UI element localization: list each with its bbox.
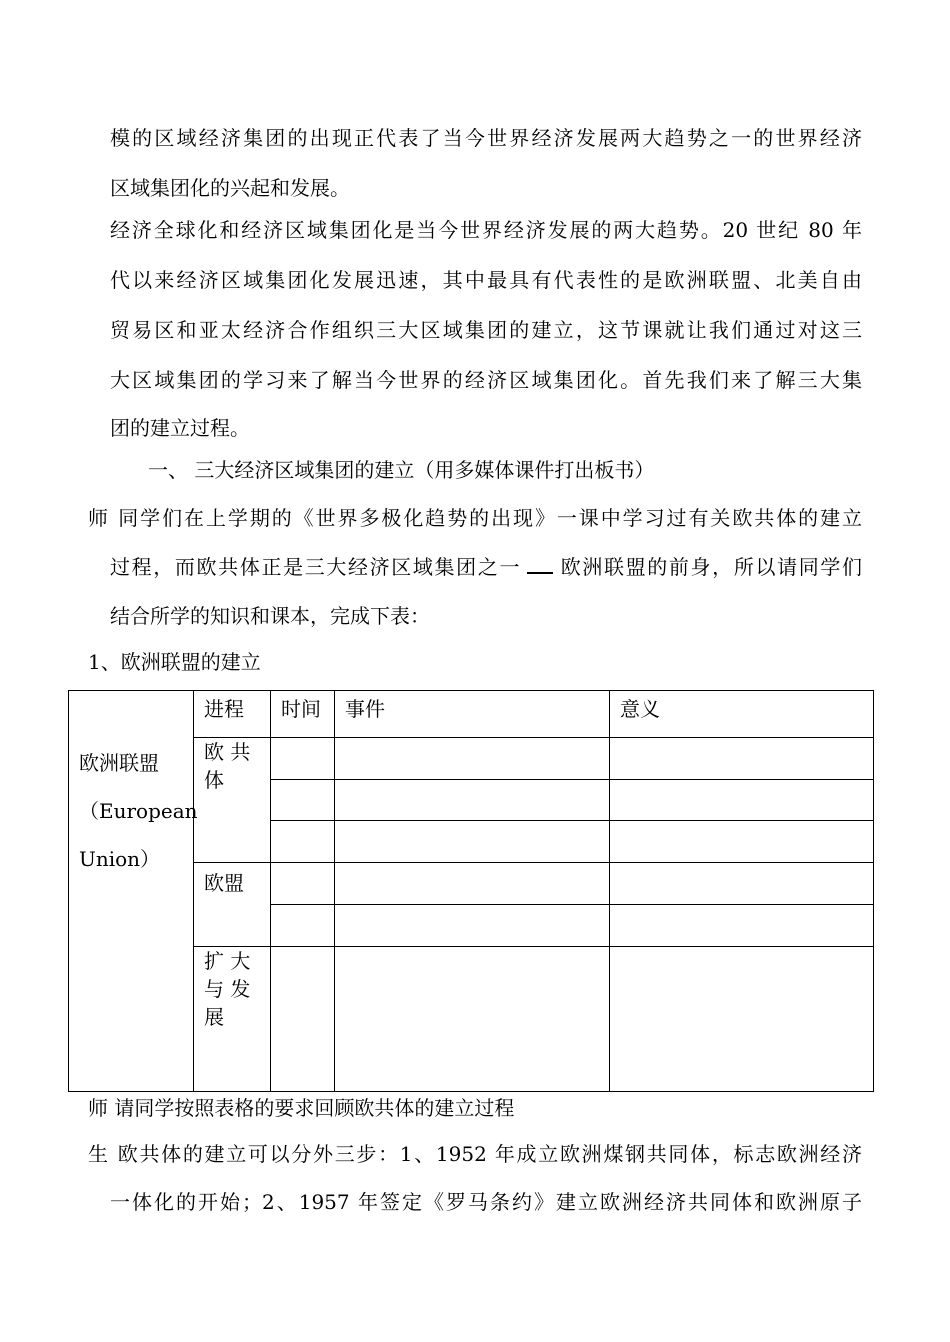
stage-ec <box>194 738 271 863</box>
para2-line5: 团的建立过程。 <box>110 416 250 440</box>
stage-exp-line3: 展 <box>204 1005 224 1029</box>
meaning-cell[interactable] <box>610 821 874 863</box>
time-cell[interactable] <box>271 821 335 863</box>
meaning-cell[interactable] <box>610 863 874 905</box>
event-cell[interactable] <box>335 780 610 821</box>
meaning-cell[interactable] <box>610 905 874 947</box>
eu-table <box>68 690 874 1092</box>
event-cell[interactable] <box>335 738 610 780</box>
student-answer-line1: 生 欧共体的建立可以分外三步：1、1952 年成立欧洲煤钢共同体，标志欧洲经济 <box>88 1142 862 1166</box>
section-heading: 一、 三大经济区域集团的建立（用多媒体课件打出板书） <box>148 458 655 482</box>
header-meaning: 意义 <box>610 691 874 738</box>
stage-eu: 欧盟 <box>194 863 271 947</box>
stage-exp-line2: 与 发 <box>204 977 251 1001</box>
org-english-2: Union） <box>79 847 161 871</box>
para3-line1: 师 同学们在上学期的《世界多极化趋势的出现》一课中学习过有关欧共体的建立 <box>88 506 862 530</box>
para2-line2: 代以来经济区域集团化发展迅速，其中最具有代表性的是欧洲联盟、北美自由 <box>110 268 862 292</box>
subheading-eu: 1、欧洲联盟的建立 <box>88 650 261 674</box>
meaning-cell[interactable] <box>610 738 874 780</box>
time-cell[interactable] <box>271 738 335 780</box>
para3-line3: 结合所学的知识和课本，完成下表： <box>110 604 430 628</box>
meaning-cell[interactable] <box>610 947 874 1092</box>
para3-line2-part2: 欧洲联盟的前身，所以请同学们 <box>559 555 863 579</box>
table-header-row <box>69 691 874 738</box>
para2-line4: 大区域集团的学习来了解当今世界的经济区域集团化。首先我们来了解三大集 <box>110 368 862 392</box>
time-cell[interactable] <box>271 947 335 1092</box>
para1-line1: 模的区域经济集团的出现正代表了当今世界经济发展两大趋势之一的世界经济 <box>110 126 862 150</box>
meaning-cell[interactable] <box>610 780 874 821</box>
para3-line2 <box>110 552 862 581</box>
stage-exp-line1: 扩 大 <box>204 949 251 973</box>
event-cell[interactable] <box>335 863 610 905</box>
para2-line3: 贸易区和亚太经济合作组织三大区域集团的建立，这节课就让我们通过对这三 <box>110 318 862 342</box>
stage-ec-line2: 体 <box>204 768 224 792</box>
para3-line2-part1: 过程，而欧共体正是三大经济区域集团之一 <box>110 555 522 579</box>
org-cell <box>69 691 198 1092</box>
header-time: 时间 <box>271 691 335 738</box>
header-event: 事件 <box>335 691 610 738</box>
org-name: 欧洲联盟 <box>79 751 159 775</box>
time-cell[interactable] <box>271 905 335 947</box>
para1-line2: 区域集团化的兴起和发展。 <box>110 176 350 200</box>
event-cell[interactable] <box>335 947 610 1092</box>
time-cell[interactable] <box>271 863 335 905</box>
event-cell[interactable] <box>335 905 610 947</box>
time-cell[interactable] <box>271 780 335 821</box>
header-process: 进程 <box>194 691 271 738</box>
org-english-1: （European <box>79 799 198 823</box>
event-cell[interactable] <box>335 821 610 863</box>
blank-underline <box>527 552 553 574</box>
stage-ec-line1: 欧 共 <box>204 740 251 764</box>
teacher-prompt: 师 请同学按照表格的要求回顾欧共体的建立过程 <box>88 1096 515 1120</box>
para2-line1: 经济全球化和经济区域集团化是当今世界经济发展的两大趋势。20 世纪 80 年 <box>110 218 862 242</box>
student-answer-line2: 一体化的开始；2、1957 年签定《罗马条约》建立欧洲经济共同体和欧洲原子 <box>110 1190 862 1214</box>
stage-expansion <box>194 947 271 1092</box>
